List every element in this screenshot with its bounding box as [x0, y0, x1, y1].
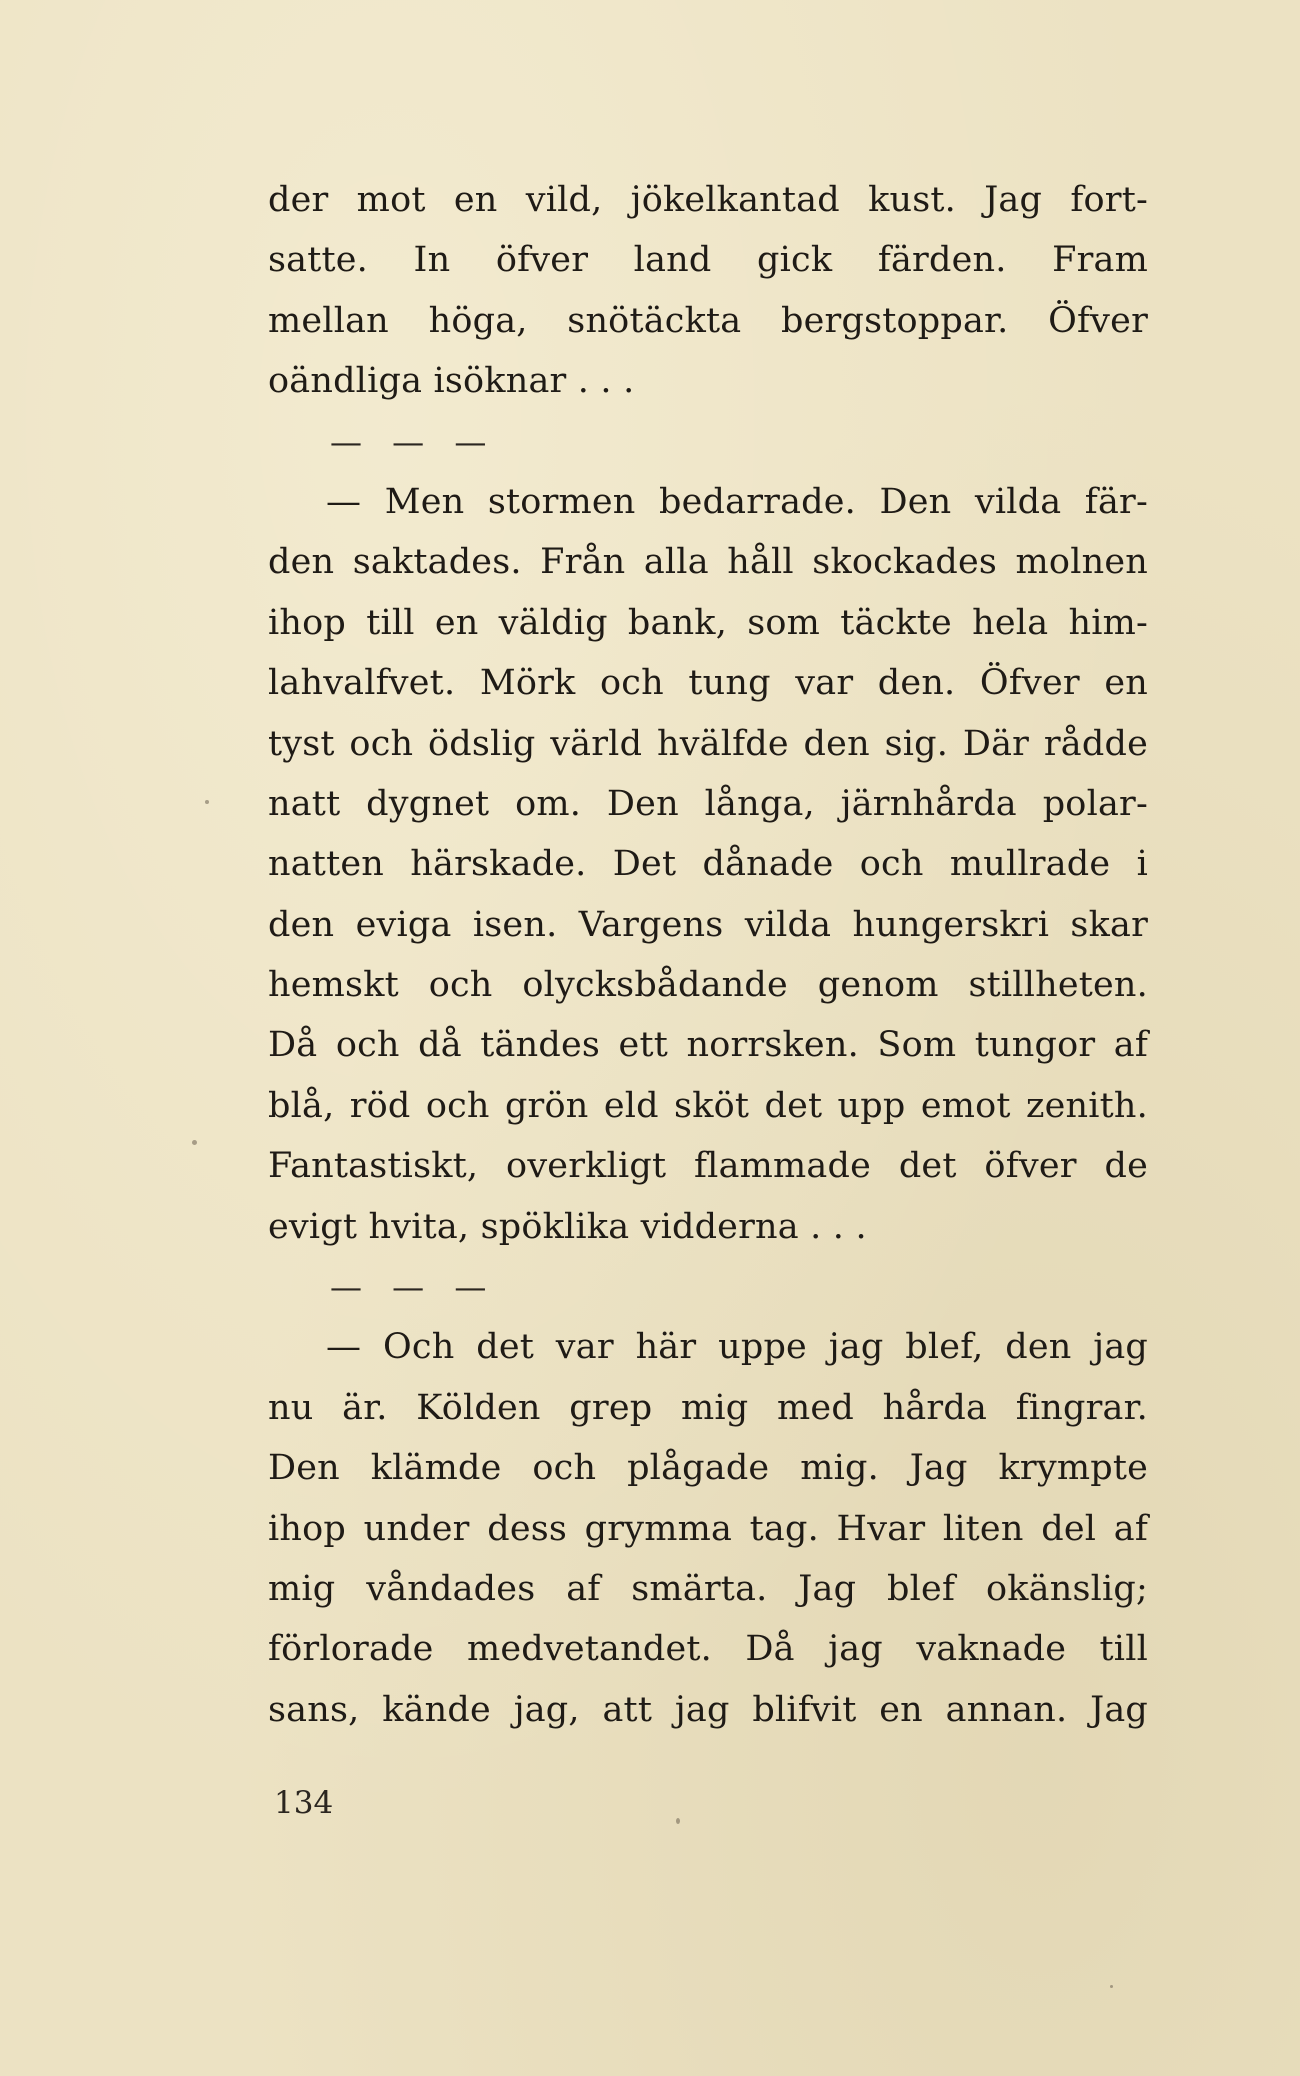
paper-speck	[676, 1818, 680, 1824]
text-line: nu är. Kölden grep mig med hårda fingrar.	[268, 1387, 1148, 1428]
text-line: oändliga isöknar . . .	[268, 361, 635, 402]
text-line: förlorade medvetandet. Då jag vaknade till	[268, 1629, 1148, 1670]
text-line: mellan höga, snötäckta bergstoppar. Öfver	[268, 300, 1148, 341]
text-line: der mot en vild, jökelkantad kust. Jag fort-	[268, 180, 1148, 220]
text-line: natten härskade. Det dånade och mullrade i	[268, 844, 1148, 885]
text-line: tyst och ödslig värld hvälfde den sig. Där rådde	[268, 723, 1148, 764]
text-line: — Men stormen bedarrade. Den vilda fär-	[326, 481, 1148, 522]
text-line: mig våndades af smärta. Jag blef okänslig;	[268, 1568, 1148, 1609]
text-line: den saktades. Från alla håll skockades molnen	[268, 542, 1148, 583]
section-separator: — — —	[330, 422, 497, 461]
text-line: Den klämde och plågade mig. Jag krympte	[268, 1448, 1148, 1489]
paper-speck	[205, 800, 209, 804]
section-separator: — — —	[330, 1268, 497, 1307]
text-line: evigt hvita, spöklika vidderna . . .	[268, 1206, 867, 1247]
text-line: den eviga isen. Vargens vilda hungerskri skar	[268, 904, 1148, 945]
text-line: hemskt och olycksbådande genom stillheten.	[268, 965, 1148, 1006]
text-line: lahvalfvet. Mörk och tung var den. Öfver en	[268, 663, 1148, 704]
page-number: 134	[274, 1785, 334, 1821]
text-line: satte. In öfver land gick färden. Fram	[268, 240, 1148, 281]
text-line: natt dygnet om. Den långa, järnhårda polar-	[268, 783, 1148, 824]
text-line: Då och då tändes ett norrsken. Som tungor af	[268, 1025, 1148, 1066]
paper-speck	[192, 1140, 197, 1145]
text-line: ihop under dess grymma tag. Hvar liten del af	[268, 1508, 1148, 1549]
text-block	[268, 170, 1148, 1740]
text-line: Fantastiskt, overkligt flammade det öfver de	[268, 1146, 1148, 1187]
text-line: sans, kände jag, att jag blifvit en annan. Jag	[268, 1689, 1148, 1730]
paper-speck	[1110, 1985, 1113, 1988]
text-line: blå, röd och grön eld sköt det upp emot zenith.	[268, 1085, 1148, 1126]
text-line: ihop till en väldig bank, som täckte hela him-	[268, 602, 1148, 643]
text-line: — Och det var här uppe jag blef, den jag	[326, 1327, 1148, 1368]
